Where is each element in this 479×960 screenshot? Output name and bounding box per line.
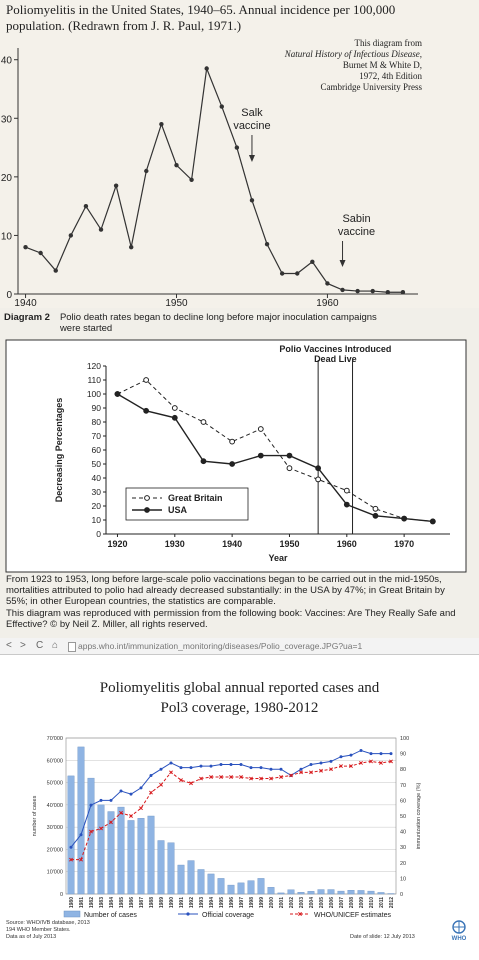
x-tick-label: 1940: [14, 298, 37, 308]
data-point: [280, 271, 284, 275]
chart-title: Poliomyelitis in the United States, 1940–65. Annual incidence per 100,000 population. (Redrawn from J. R. Paul, 1971.): [6, 2, 396, 33]
y-tick-label: 50'000: [46, 780, 63, 787]
y-tick-label: 120: [86, 361, 101, 371]
case-bar: [108, 812, 114, 894]
data-point: [355, 289, 359, 293]
y2-tick-label: 50: [400, 814, 407, 820]
x-tick-label: 1991: [178, 897, 185, 909]
usa-point: [115, 392, 120, 397]
official-coverage-point: [240, 763, 243, 766]
who-unicef-point: [169, 771, 172, 774]
source-line: This diagram from: [354, 38, 422, 48]
x-tick-label: 2000: [268, 897, 275, 909]
great-britain-point: [373, 506, 378, 511]
x-tick-label: 2010: [368, 897, 375, 909]
y-tick-label: 10: [0, 231, 12, 243]
chart-frame: [6, 340, 466, 572]
x-tick-label: 2008: [348, 897, 355, 909]
x-tick-label: 1990: [168, 897, 175, 909]
case-bar: [98, 805, 104, 894]
case-bar: [308, 891, 314, 894]
salk-label-line2: vaccine: [233, 120, 271, 132]
great-britain-point: [316, 477, 321, 482]
y2-tick-label: 0: [400, 892, 404, 898]
who-unicef-point: [139, 807, 142, 810]
usa-point: [373, 513, 378, 518]
case-bar: [318, 890, 324, 894]
usa-point: [430, 519, 435, 524]
source-line: Burnet M & White D,: [342, 60, 422, 70]
case-bar: [188, 861, 194, 894]
data-point: [250, 198, 254, 202]
great-britain-point: [258, 427, 263, 432]
x-tick-label: 1920: [107, 539, 128, 549]
great-britain-point: [144, 378, 149, 383]
data-point: [325, 281, 329, 285]
sabin-label: Sabin: [342, 213, 371, 225]
salk-arrowhead: [249, 155, 255, 162]
x-tick-label: 1998: [248, 897, 255, 909]
case-bar: [248, 881, 254, 894]
official-coverage-point: [90, 804, 93, 807]
x-tick-label: 1950: [165, 298, 188, 308]
official-coverage-point: [320, 761, 323, 764]
who-unicef-point: [149, 791, 152, 794]
y2-tick-label: 60: [400, 798, 407, 805]
x-tick-label: 1986: [128, 897, 135, 909]
case-bar: [128, 820, 134, 894]
source-line: Cambridge University Press: [320, 82, 422, 92]
data-point: [174, 163, 178, 167]
official-coverage-point: [210, 765, 213, 768]
usa-point: [402, 516, 407, 521]
data-point: [386, 290, 390, 294]
data-point: [54, 268, 58, 272]
case-bar: [368, 891, 374, 894]
sabin-label-line2: vaccine: [337, 226, 376, 238]
data-point: [220, 104, 224, 108]
x-tick-label: 1982: [88, 897, 95, 909]
case-bar: [88, 778, 94, 894]
y-tick-label: 30: [91, 487, 101, 497]
great-britain-point: [172, 406, 177, 411]
x-tick-label: 1988: [148, 897, 155, 909]
y-tick-label: 40: [91, 473, 101, 483]
data-as-of-text: Data as of July 2013: [6, 934, 57, 940]
legend-label: WHO/UNICEF estimates: [314, 912, 392, 919]
case-bar: [278, 893, 284, 894]
y-tick-label: 10: [91, 515, 101, 525]
official-coverage-point: [310, 763, 313, 766]
title-line-2: Pol3 coverage, 1980-2012: [160, 700, 319, 716]
official-coverage-point: [300, 768, 303, 771]
case-bar: [138, 818, 144, 894]
x-tick-label: 1985: [118, 897, 125, 909]
case-bar: [198, 869, 204, 894]
source-line: Natural History of Infectious Disease,: [284, 49, 422, 59]
y-tick-label: 0: [96, 529, 101, 539]
x-tick-label: 1992: [188, 897, 195, 909]
official-coverage-point: [280, 768, 283, 771]
case-bar: [348, 890, 354, 894]
y-tick-label: 60'000: [46, 758, 63, 765]
y-tick-label: 70: [91, 431, 101, 441]
who-unicef-point: [179, 779, 182, 782]
back-button[interactable]: <: [6, 640, 12, 651]
usa-point: [144, 408, 149, 413]
y2-tick-label: 70: [400, 782, 407, 789]
data-point: [69, 233, 73, 237]
data-point: [310, 260, 314, 264]
global-cases-bar-chart: [0, 638, 479, 960]
legend-bar-swatch: [64, 911, 80, 917]
data-point: [159, 122, 163, 126]
official-coverage-point: [380, 752, 383, 755]
legend-label: USA: [168, 505, 188, 515]
case-bar: [228, 885, 234, 894]
case-bar: [218, 878, 224, 894]
case-bar: [118, 807, 124, 894]
y-tick-label: 40: [0, 55, 12, 67]
who-logo: [448, 920, 470, 942]
case-bar: [168, 843, 174, 894]
x-tick-label: 2004: [308, 897, 315, 909]
official-coverage-point: [150, 774, 153, 777]
x-tick-label: 1960: [316, 298, 339, 308]
usa-point: [172, 415, 177, 420]
plot-frame: [66, 738, 396, 894]
y-tick-label: 20'000: [46, 847, 63, 854]
x-axis-label: Year: [268, 553, 288, 563]
x-tick-label: 1999: [258, 897, 265, 909]
x-tick-label: 1993: [198, 897, 205, 909]
death-rate-chart-panel: [0, 308, 479, 638]
official-coverage-point: [330, 760, 333, 763]
date-of-slide: Date of slide: 12 July 2013: [350, 934, 415, 940]
y-tick-label: 20: [91, 501, 101, 511]
official-coverage-point: [110, 799, 113, 802]
data-point: [144, 169, 148, 173]
case-bar: [298, 892, 304, 894]
legend-label: Great Britain: [168, 493, 223, 503]
who-emblem-icon: [451, 920, 467, 934]
y-tick-label: 70'000: [46, 736, 63, 742]
y-tick-label: 0: [6, 290, 12, 301]
case-bar: [68, 776, 74, 894]
data-point: [114, 183, 118, 187]
y2-tick-label: 80: [400, 767, 407, 774]
official-coverage-point: [80, 833, 83, 836]
x-tick-label: 1983: [98, 897, 105, 909]
x-tick-label: 1997: [238, 897, 245, 909]
official-coverage-point: [340, 755, 343, 758]
x-tick-label: 1989: [158, 897, 165, 909]
official-coverage-point: [370, 752, 373, 755]
y2-tick-label: 40: [400, 829, 407, 836]
great-britain-point: [287, 466, 292, 471]
y-tick-label: 110: [87, 375, 101, 385]
member-states-text: 194 WHO Member States.: [6, 927, 71, 933]
usa-point: [287, 453, 292, 458]
x-tick-label: 2006: [328, 897, 335, 909]
global-cases-panel: [0, 638, 479, 960]
reload-button[interactable]: C: [36, 640, 44, 651]
source-line: 1972, 4th Edition: [359, 71, 422, 81]
x-tick-label: 2009: [358, 897, 365, 909]
great-britain-point: [230, 439, 235, 444]
y2-tick-label: 10: [400, 876, 407, 883]
y2-tick-label: 20: [400, 860, 407, 867]
y2-tick-label: 90: [400, 751, 407, 758]
y-tick-label: 100: [86, 389, 101, 399]
x-tick-label: 1980: [68, 897, 75, 909]
legend-marker-swatch: [186, 912, 189, 915]
great-britain-point: [344, 488, 349, 493]
y-tick-label: 0: [59, 892, 63, 898]
x-tick-label: 2001: [278, 897, 285, 909]
data-point: [265, 242, 269, 246]
case-bar: [238, 883, 244, 894]
y-tick-label: 30: [0, 114, 12, 126]
x-tick-label: 1994: [208, 897, 215, 909]
x-tick-label: 2003: [298, 897, 305, 909]
incidence-chart-panel: [0, 0, 479, 308]
who-unicef-point: [159, 783, 162, 786]
case-bar: [158, 841, 164, 894]
x-tick-label: 1984: [108, 897, 115, 909]
official-coverage-point: [220, 763, 223, 766]
y-tick-label: 40'000: [46, 802, 63, 809]
official-coverage-point: [170, 761, 173, 764]
official-coverage-point: [120, 790, 123, 793]
official-coverage-point: [70, 846, 73, 849]
usa-point: [258, 453, 263, 458]
official-coverage-point: [100, 799, 103, 802]
data-point: [189, 178, 193, 182]
y-tick-label: 80: [91, 417, 101, 427]
x-tick-label: 2011: [378, 897, 385, 908]
title-line-1: Poliomyelitis global annual reported cases and: [99, 680, 380, 696]
case-bar: [258, 878, 264, 894]
case-bar: [378, 892, 384, 894]
case-bar: [78, 747, 84, 894]
data-point: [38, 251, 42, 255]
data-point: [235, 145, 239, 149]
source-text: Source: WHO/IVB database, 2013: [6, 920, 90, 926]
official-coverage-point: [260, 766, 263, 769]
home-button[interactable]: ⌂: [52, 640, 59, 651]
who-logo-text: WHO: [451, 936, 467, 942]
y-axis-label: Decreasing Percentages: [54, 397, 64, 503]
permission-text: This diagram was reproduced with permission from the following book: Vaccines: Are They Really Safe and Effective? © by Neil Z. Miller, all rights reserved.: [6, 608, 456, 630]
case-bar: [288, 890, 294, 894]
official-coverage-point: [230, 763, 233, 766]
y2-tick-label: 100: [400, 736, 410, 742]
y2-axis-label: immunization coverage (%): [416, 782, 422, 850]
legend-swatch-marker: [145, 496, 150, 501]
x-tick-label: 1940: [222, 539, 243, 549]
official-coverage-point: [350, 754, 353, 757]
diagram-footnote: [6, 574, 466, 630]
diagram-label: Diagram 2: [4, 312, 50, 323]
sabin-arrowhead: [340, 260, 346, 267]
dead-live-label: Dead Live: [314, 354, 357, 364]
case-bar: [208, 874, 214, 894]
x-tick-label: 2002: [288, 897, 295, 909]
salk-label: Salk: [241, 107, 263, 119]
data-point: [204, 66, 208, 70]
great-britain-point: [201, 420, 206, 425]
y-tick-label: 60: [91, 445, 101, 455]
official-coverage-point: [270, 768, 273, 771]
data-point: [129, 245, 133, 249]
data-point: [84, 204, 88, 208]
legend-label: Number of cases: [84, 912, 137, 919]
y-tick-label: 90: [91, 403, 101, 413]
y-tick-label: 10'000: [46, 869, 63, 876]
y-tick-label: 20: [0, 172, 12, 184]
footnote-text: From 1923 to 1953, long before large-scale polio vaccinations began to be carried out in the mid-1950s, mortalities attributed to polio had already decreased substantially: in the USA by 47%; in Great Britain by 55%; in other European countries, the statistics are comparable.: [6, 574, 445, 607]
data-point: [23, 245, 27, 249]
data-point: [99, 227, 103, 231]
official-coverage-point: [360, 749, 363, 752]
data-point: [401, 290, 405, 294]
case-bar: [338, 891, 344, 894]
x-tick-label: 2007: [338, 897, 345, 909]
source-note: [6, 920, 90, 941]
death-rate-line-chart: [0, 308, 479, 574]
y-axis-label: number of cases: [32, 795, 38, 837]
case-bar: [328, 890, 334, 894]
x-tick-label: 1987: [138, 897, 145, 909]
official-coverage-point: [200, 765, 203, 768]
official-coverage-point: [250, 766, 253, 769]
x-tick-label: 1950: [279, 539, 300, 549]
forward-button[interactable]: >: [20, 640, 26, 651]
x-tick-label: 1960: [336, 539, 357, 549]
x-tick-label: 2005: [318, 897, 325, 909]
y-tick-label: 50: [91, 459, 101, 469]
official-coverage-point: [390, 752, 393, 755]
data-point: [371, 289, 375, 293]
usa-point: [344, 502, 349, 507]
address-bar[interactable]: apps.who.int/immunization_monitoring/diseases/Polio_coverage.JPG?ua=1: [78, 641, 363, 651]
x-tick-label: 1995: [218, 897, 225, 909]
legend-swatch-marker: [145, 508, 150, 513]
data-point: [295, 271, 299, 275]
case-bar: [358, 890, 364, 894]
official-coverage-point: [130, 793, 133, 796]
diagram-caption-text: Polio death rates began to decline long before major inoculation campaigns were started: [59, 312, 377, 334]
vaccines-heading: Polio Vaccines Introduced: [279, 344, 392, 354]
usa-point: [230, 462, 235, 467]
official-coverage-point: [160, 768, 163, 771]
x-tick-label: 1981: [78, 897, 85, 909]
legend-label: Official coverage: [202, 912, 255, 919]
usa-point: [316, 466, 321, 471]
y2-tick-label: 30: [400, 845, 407, 852]
case-bar: [268, 887, 274, 894]
incidence-line: [26, 69, 403, 293]
x-tick-label: 1996: [228, 897, 235, 909]
x-tick-label: 1930: [164, 539, 185, 549]
x-tick-label: 2012: [388, 897, 395, 909]
incidence-line-chart: [0, 0, 479, 308]
official-coverage-point: [180, 766, 183, 769]
case-bar: [178, 865, 184, 894]
official-coverage-point: [190, 766, 193, 769]
case-bar: [148, 816, 154, 894]
y-tick-label: 30'000: [46, 825, 63, 832]
x-tick-label: 1970: [394, 539, 415, 549]
usa-point: [201, 459, 206, 464]
official-coverage-point: [140, 786, 143, 789]
data-point: [340, 288, 344, 292]
